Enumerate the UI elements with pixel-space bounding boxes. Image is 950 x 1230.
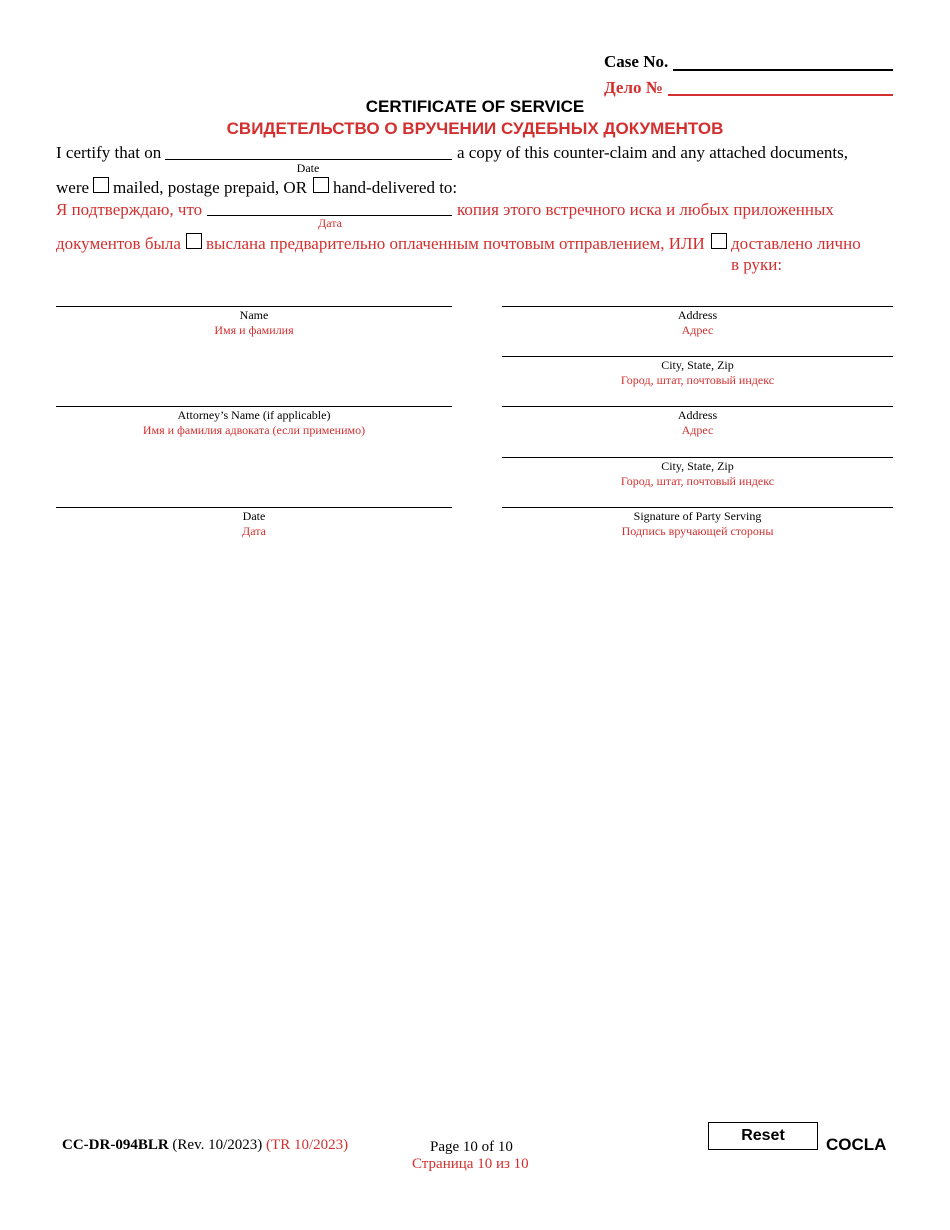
service-date-input[interactable] [165,141,452,160]
hand-delivered-checkbox[interactable] [313,177,329,193]
address-input-2[interactable] [502,388,893,407]
address-caption-2: Address [677,408,718,422]
city-state-zip-input-2[interactable] [502,439,893,458]
name-caption: Name [239,308,269,322]
date-caption-ru: Дата [318,216,342,230]
certify-text-end: a copy of this counter-claim and any attached documents, [457,143,848,162]
reset-button[interactable]: Reset [708,1122,818,1150]
address-caption-2-ru: Адрес [681,423,714,437]
date-field-caption-ru: Дата [242,524,266,538]
case-no-label-ru: Дело № [604,78,663,97]
signature-caption-ru: Подпись вручающей стороны [621,524,774,538]
address-caption-1-ru: Адрес [681,323,714,337]
hand-delivered-checkbox-ru[interactable] [711,233,727,249]
signature-caption: Signature of Party Serving [633,509,762,523]
mailed-checkbox-ru[interactable] [186,233,202,249]
form-translation-revision: (TR 10/2023) [266,1137,349,1153]
mailed-label-ru: выслана предварительно оплаченным почтовым отправлением, ИЛИ [206,234,705,253]
page-number: Page 10 of 10 [430,1139,513,1155]
city-state-zip-input-1[interactable] [502,338,893,357]
city-caption-2: City, State, Zip [661,459,734,473]
city-caption-1: City, State, Zip [661,358,734,372]
address-caption-1: Address [677,308,718,322]
mailed-checkbox[interactable] [93,177,109,193]
name-input[interactable] [56,288,452,307]
certify-text-end-ru: копия этого встречного иска и любых приложенных [457,200,834,219]
form-code: CC-DR-094BLR [62,1137,169,1153]
date-caption: Date [296,161,320,175]
city-caption-2-ru: Город, штат, почтовый индекс [620,474,775,488]
certify-text-start-ru: Я подтверждаю, что [56,200,203,219]
service-date-input-ru[interactable] [207,197,452,216]
hand-delivered-label: hand-delivered to: [333,178,458,197]
form-revision: (Rev. 10/2023) [172,1137,263,1153]
were-text: were [56,178,90,197]
case-no-input[interactable] [673,51,893,71]
case-no-label: Case No. [604,52,669,71]
case-no-input-ru[interactable] [668,76,893,96]
certify-line2-ru: документов была [56,234,181,253]
cocla-code: COCLA [826,1135,887,1154]
hand-delivered-label-ru: доставлено лично [731,234,861,253]
attorney-caption: Attorney’s Name (if applicable) [177,408,331,422]
mailed-label: mailed, postage prepaid, OR [113,178,308,197]
signature-input[interactable] [502,489,893,508]
name-caption-ru: Имя и фамилия [214,323,294,337]
certify-text-start: I certify that on [56,143,162,162]
address-input-1[interactable] [502,288,893,307]
attorney-caption-ru: Имя и фамилия адвоката (если применимо) [142,423,366,437]
hand-delivered-label-ru-2: в руки: [731,255,783,274]
attorney-name-input[interactable] [56,388,452,407]
date-input[interactable] [56,489,452,508]
page-title-ru: СВИДЕТЕЛЬСТВО О ВРУЧЕНИИ СУДЕБНЫХ ДОКУМЕНТОВ [226,119,724,138]
page-number-ru: Страница 10 из 10 [412,1156,529,1172]
date-field-caption: Date [242,509,266,523]
form-code-line [62,1137,348,1154]
page-title: CERTIFICATE OF SERVICE [365,97,585,116]
city-caption-1-ru: Город, штат, почтовый индекс [620,373,775,387]
